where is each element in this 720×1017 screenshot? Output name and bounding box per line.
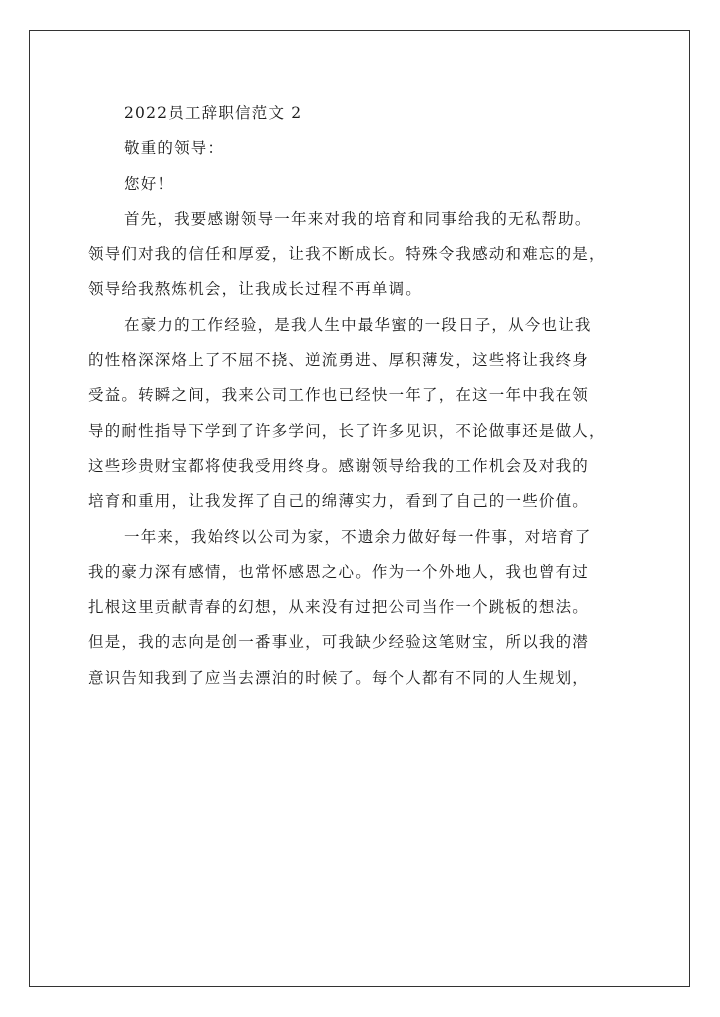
- letter-body: [88, 96, 636, 696]
- paragraph-line: 受益。转瞬之间，我来公司工作也已经快一年了，在这一年中我在领: [88, 386, 590, 405]
- letter-title: 2022员工辞职信范文 2: [124, 104, 303, 122]
- paragraph-line: 这些珍贵财宝都将使我受用终身。感谢领导给我的工作机会及对我的: [88, 456, 590, 475]
- paragraph-line: 扎根这里贡献青春的幻想，从来没有过把公司当作一个跳板的想法。: [88, 598, 590, 617]
- paragraph-line: 我的豪力深有感情，也常怀感恩之心。作为一个外地人，我也曾有过: [88, 562, 590, 581]
- paragraph-line: 领导们对我的信任和厚爱，让我不断成长。特殊令我感动和难忘的是，: [88, 245, 606, 264]
- paragraph-3: [88, 520, 636, 696]
- paragraph-2: [88, 308, 636, 520]
- paragraph-line: 培育和重用，让我发挥了自己的绵薄实力，看到了自己的一些价值。: [88, 492, 590, 511]
- paragraph-line: 在豪力的工作经验，是我人生中最华蜜的一段日子，从今也让我: [124, 315, 592, 334]
- paragraph-line: 一年来，我始终以公司为家，不遗余力做好每一件事，对培育了: [124, 527, 592, 546]
- paragraph-line: 导的耐性指导下学到了许多学问，长了许多见识，不论做事还是做人，: [88, 421, 606, 440]
- paragraph-line: 首先，我要感谢领导一年来对我的培育和同事给我的无私帮助。: [124, 209, 592, 228]
- paragraph-1: [88, 202, 636, 308]
- paragraph-line: 意识告知我到了应当去漂泊的时候了。每个人都有不同的人生规划，: [88, 668, 590, 687]
- greeting: 您好！: [124, 174, 175, 193]
- paragraph-line: 的性格深深烙上了不屈不挠、逆流勇进、厚积薄发，这些将让我终身: [88, 351, 590, 370]
- paragraph-line: 领导给我熬炼机会，让我成长过程不再单调。: [88, 280, 423, 299]
- paragraph-line: 但是，我的志向是创一番事业，可我缺少经验这笔财宝，所以我的潜: [88, 633, 590, 652]
- salutation: 敬重的领导：: [124, 139, 225, 158]
